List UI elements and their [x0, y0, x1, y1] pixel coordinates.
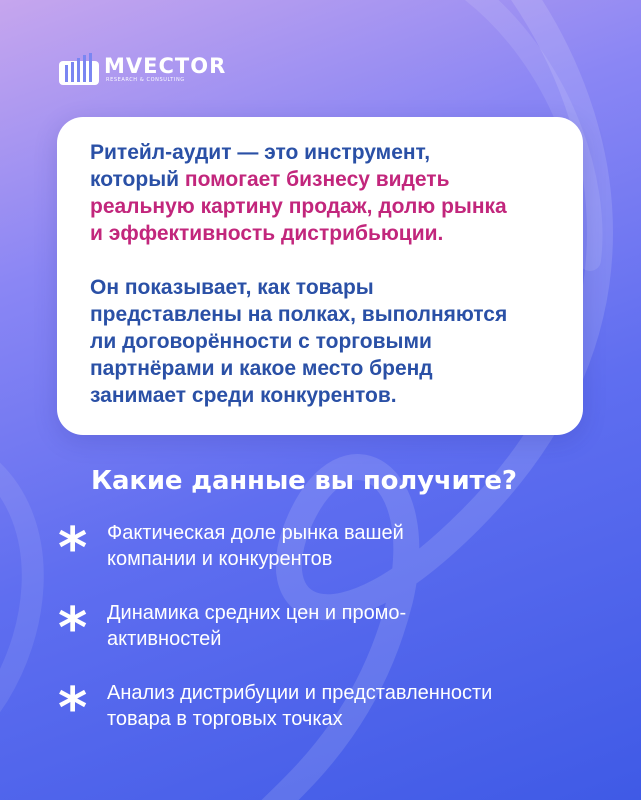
list-item: [0, 516, 641, 591]
asterisk-icon: *: [58, 516, 88, 581]
list-item-line-1: Динамика средних цен и промо-: [107, 602, 407, 624]
asterisk-icon: *: [58, 676, 88, 741]
intro-line-2: который: [90, 168, 185, 191]
list-item-line-2: компании и конкурентов: [107, 548, 333, 570]
list-item-line-2: товара в торговых точках: [107, 708, 343, 730]
intro-line-1: Ритейл-аудит — это инструмент,: [90, 141, 431, 164]
details-line-2: представлены на полках, выполняются: [90, 303, 508, 326]
brand-name: MVECTOR: [104, 53, 227, 78]
asterisk-icon: *: [58, 596, 88, 661]
intro-highlight-1: помогает бизнесу видеть: [184, 168, 450, 191]
section-heading: Какие данные вы получите?: [91, 466, 517, 496]
card-paragraph-details: [90, 274, 570, 409]
details-line-5: занимает среди конкурентов.: [90, 384, 397, 407]
card-paragraph-intro: [90, 139, 570, 247]
brand-tagline: RESEARCH & CONSULTING: [106, 76, 185, 83]
list-item-text: [107, 600, 607, 652]
brand-logo: [58, 52, 226, 86]
list-item-text: [107, 680, 607, 732]
intro-highlight-2: реальную картину продаж, долю рынка: [90, 195, 507, 218]
list-item-line-1: Анализ дистрибуции и представленности: [107, 682, 493, 704]
list-item-text: [107, 520, 607, 572]
intro-highlight-3: и эффективность дистрибьюции.: [90, 222, 444, 245]
details-line-3: ли договорённости с торговыми: [90, 330, 432, 353]
list-item-line-1: Фактическая доле рынка вашей: [107, 522, 404, 544]
list-item-line-2: активностей: [107, 628, 222, 650]
info-card: [57, 117, 583, 435]
details-line-1: Он показывает, как товары: [90, 276, 374, 299]
striped-bars-logo-icon: [58, 52, 100, 86]
list-item: [0, 676, 641, 751]
list-item: [0, 596, 641, 671]
brand-wordmark: [104, 55, 226, 84]
details-line-4: партнёрами и какое место бренд: [90, 357, 433, 380]
